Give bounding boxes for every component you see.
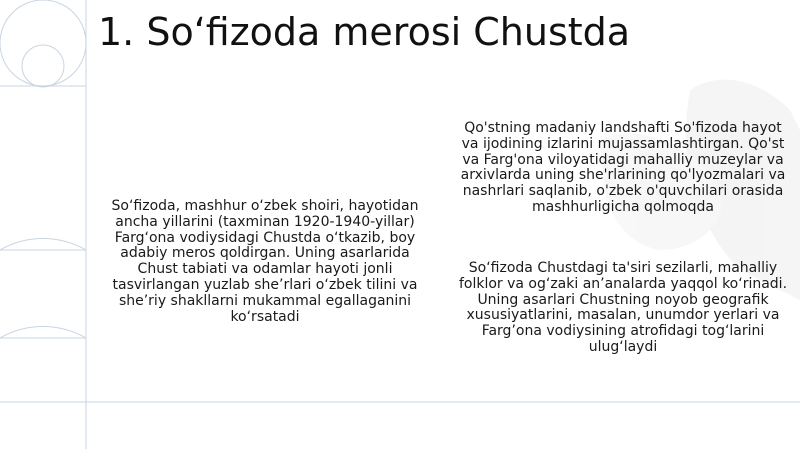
right-paragraph-top: Qo'stning madaniy landshafti So'fizoda hayot va ijodining izlarini mujassamlashtirgan. Qo'st va Farg'ona viloyatidagi mahalliy muzeylar va arxivlarda uning she'rlarining qo'lyozmalari va nashrlari saqlanib, o'zbek o'quvchilari orasida mashhurligicha qolmoqda <box>460 120 786 215</box>
left-paragraph: So‘fizoda, mashhur o‘zbek shoiri, hayotidan ancha yillarini (taxminan 1920-1940-yillar) Farg‘ona vodiysidagi Chustda o‘tkazib, boy adabiy meros qoldirgan. Uning asarlarida Chust tabiati va odamlar hayoti jonli tasvirlangan yuzlab she’rlari o‘zbek tilini va she’riy shakllarni mukammal egallaganini ko‘rsatadi <box>111 198 419 325</box>
slide-title: 1. So‘fizoda merosi Chustda <box>98 10 631 54</box>
right-paragraph-bottom: So‘fizoda Chustdagi ta'siri sezilarli, mahalliy folklor va og‘zaki an’analarda yaqqol ko‘rinadi. Uning asarlari Chustning noyob geografik xususiyatlarini, masalan, unumdor yerlari va Farg’ona vodiysining atrofidagi tog‘larini ulug‘laydi <box>458 260 788 355</box>
